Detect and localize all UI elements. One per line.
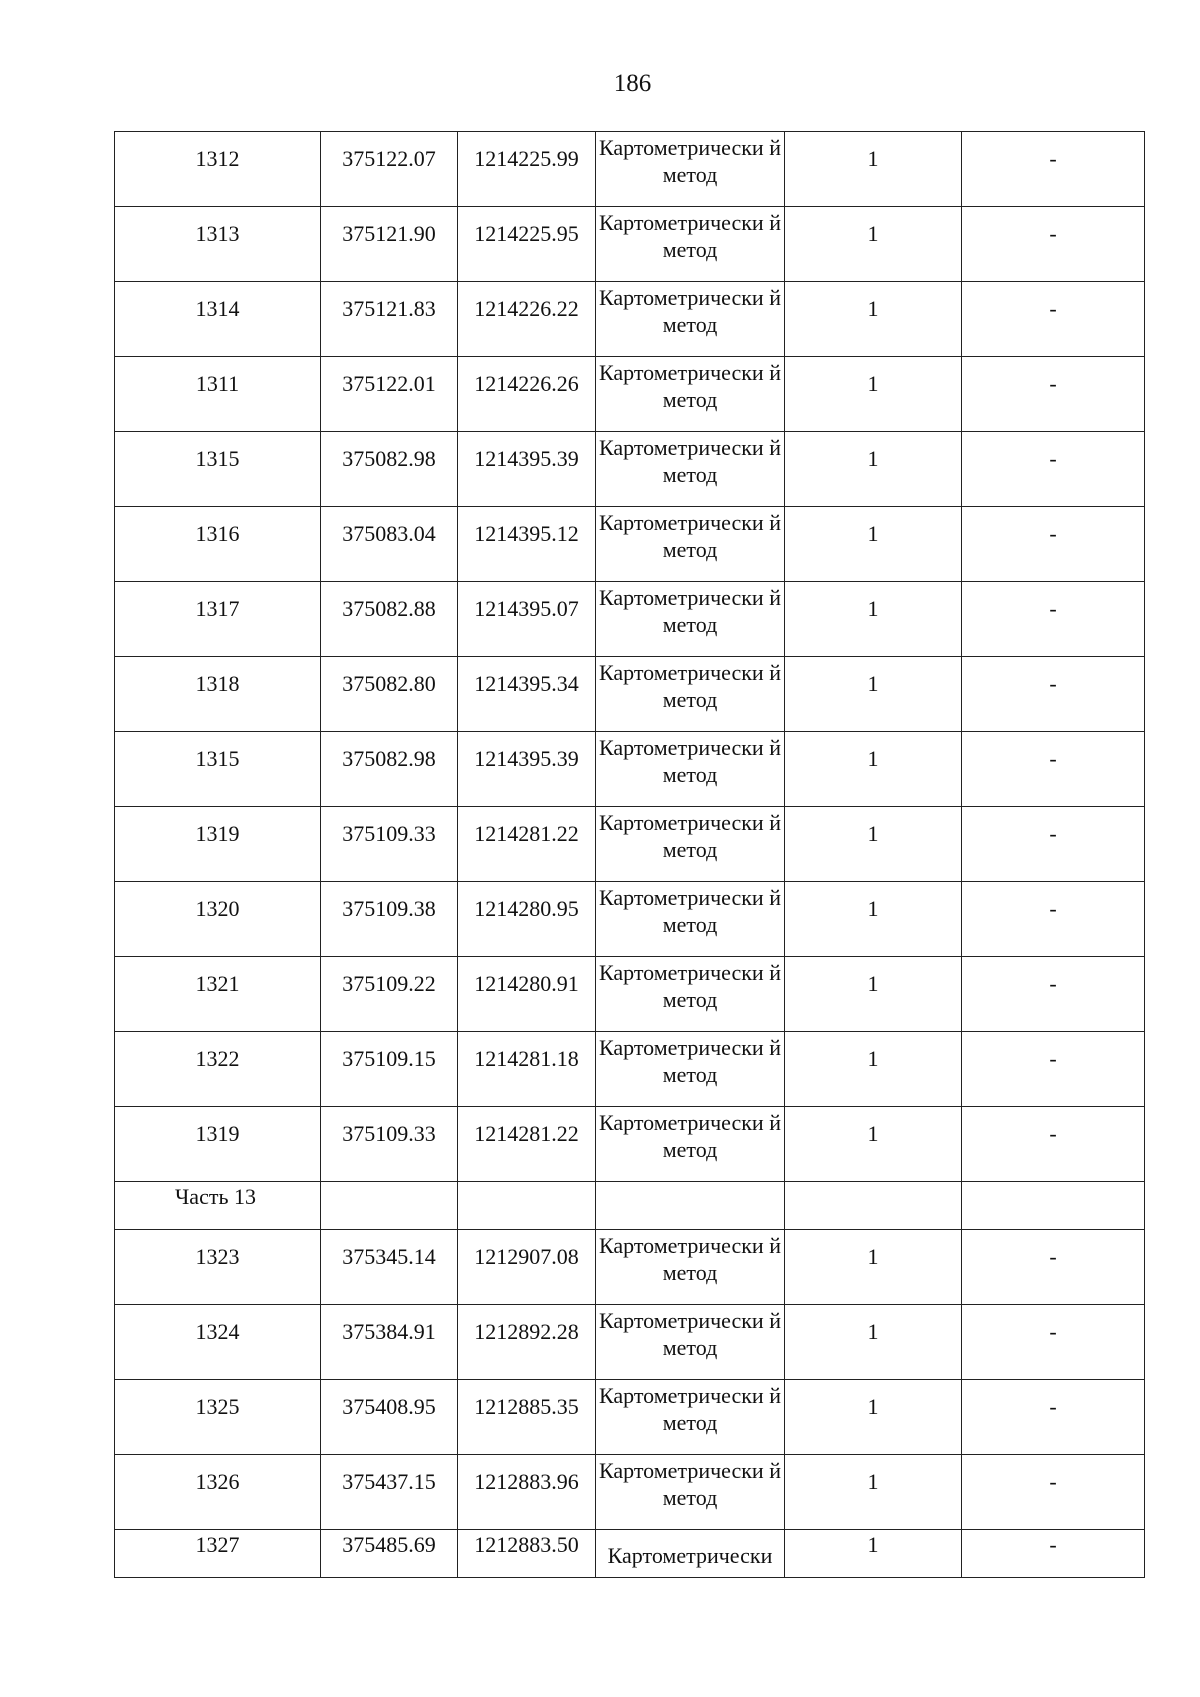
y-coordinate-cell-text: 1214281.22 bbox=[474, 1121, 579, 1146]
table-row bbox=[115, 732, 1145, 807]
note-cell bbox=[962, 1107, 1145, 1182]
y-coordinate-cell-text: 1214280.91 bbox=[474, 971, 579, 996]
accuracy-cell bbox=[785, 1107, 962, 1182]
accuracy-cell bbox=[785, 132, 962, 207]
accuracy-cell bbox=[785, 1455, 962, 1530]
table-row bbox=[115, 207, 1145, 282]
point-number-cell bbox=[115, 1107, 321, 1182]
point-number-cell-text: 1319 bbox=[195, 1121, 240, 1146]
method-cell bbox=[596, 1107, 785, 1182]
point-number-cell-text: 1321 bbox=[195, 971, 240, 996]
table-row bbox=[115, 432, 1145, 507]
x-coordinate-cell-text: 375485.69 bbox=[342, 1532, 436, 1557]
method-cell-text: Картометрически й метод bbox=[599, 810, 781, 862]
method-cell-text: Картометрически й метод bbox=[599, 1458, 781, 1510]
note-cell-text: - bbox=[1049, 821, 1057, 846]
accuracy-cell-text: 1 bbox=[867, 1046, 879, 1071]
method-cell-text: Картометрически bbox=[607, 1543, 773, 1568]
y-coordinate-cell bbox=[458, 507, 596, 582]
note-cell-text: - bbox=[1049, 1244, 1057, 1269]
note-cell bbox=[962, 1530, 1145, 1578]
table-row bbox=[115, 132, 1145, 207]
y-coordinate-cell-text: 1214225.99 bbox=[474, 146, 579, 171]
y-coordinate-cell-text: 1214395.07 bbox=[474, 596, 579, 621]
x-coordinate-cell bbox=[321, 807, 458, 882]
method-cell-text: Картометрически й метод bbox=[599, 585, 781, 637]
x-coordinate-cell-text: 375082.88 bbox=[342, 596, 436, 621]
table-row bbox=[115, 957, 1145, 1032]
note-cell-text: - bbox=[1049, 521, 1057, 546]
method-cell-text: Картометрически й метод bbox=[599, 135, 781, 187]
x-coordinate-cell-text: 375109.38 bbox=[342, 896, 436, 921]
y-coordinate-cell bbox=[458, 1305, 596, 1380]
x-coordinate-cell bbox=[321, 282, 458, 357]
accuracy-cell bbox=[785, 657, 962, 732]
method-cell-text: Картометрически й метод bbox=[599, 1233, 781, 1285]
y-coordinate-cell bbox=[458, 657, 596, 732]
note-cell-text: - bbox=[1049, 146, 1057, 171]
y-coordinate-cell-text: 1212883.50 bbox=[474, 1532, 579, 1557]
point-number-cell-text: 1317 bbox=[195, 596, 240, 621]
point-number-cell bbox=[115, 1032, 321, 1107]
y-coordinate-cell bbox=[458, 957, 596, 1032]
point-number-cell-text: 1316 bbox=[195, 521, 240, 546]
accuracy-cell bbox=[785, 1305, 962, 1380]
accuracy-cell-text: 1 bbox=[867, 446, 879, 471]
note-cell bbox=[962, 657, 1145, 732]
point-number-cell-text: 1311 bbox=[195, 371, 240, 396]
table-row bbox=[115, 582, 1145, 657]
table-row bbox=[115, 507, 1145, 582]
table-row bbox=[115, 1305, 1145, 1380]
y-coordinate-cell bbox=[458, 207, 596, 282]
note-cell bbox=[962, 807, 1145, 882]
accuracy-cell bbox=[785, 582, 962, 657]
accuracy-cell-text: 1 bbox=[867, 296, 879, 321]
note-cell bbox=[962, 1305, 1145, 1380]
y-coordinate-cell-text: 1214280.95 bbox=[474, 896, 579, 921]
note-cell-text: - bbox=[1049, 596, 1057, 621]
accuracy-cell-text: 1 bbox=[867, 821, 879, 846]
x-coordinate-cell-text: 375121.90 bbox=[342, 221, 436, 246]
table-row bbox=[115, 1107, 1145, 1182]
y-coordinate-cell bbox=[458, 1530, 596, 1578]
empty-cell bbox=[458, 1182, 596, 1230]
method-cell-text: Картометрически й метод bbox=[599, 210, 781, 262]
y-coordinate-cell bbox=[458, 1230, 596, 1305]
y-coordinate-cell bbox=[458, 1380, 596, 1455]
x-coordinate-cell-text: 375345.14 bbox=[342, 1244, 436, 1269]
note-cell-text: - bbox=[1049, 1394, 1057, 1419]
x-coordinate-cell-text: 375082.98 bbox=[342, 746, 436, 771]
method-cell bbox=[596, 657, 785, 732]
empty-cell bbox=[321, 1182, 458, 1230]
y-coordinate-cell bbox=[458, 732, 596, 807]
x-coordinate-cell bbox=[321, 1032, 458, 1107]
x-coordinate-cell bbox=[321, 657, 458, 732]
note-cell bbox=[962, 507, 1145, 582]
y-coordinate-cell bbox=[458, 357, 596, 432]
point-number-cell-text: 1327 bbox=[195, 1532, 240, 1557]
note-cell-text: - bbox=[1049, 296, 1057, 321]
accuracy-cell-text: 1 bbox=[867, 971, 879, 996]
y-coordinate-cell-text: 1214395.34 bbox=[474, 671, 579, 696]
accuracy-cell bbox=[785, 1380, 962, 1455]
x-coordinate-cell-text: 375122.01 bbox=[342, 371, 436, 396]
note-cell bbox=[962, 732, 1145, 807]
point-number-cell bbox=[115, 132, 321, 207]
note-cell bbox=[962, 957, 1145, 1032]
note-cell bbox=[962, 1230, 1145, 1305]
point-number-cell bbox=[115, 957, 321, 1032]
point-number-cell bbox=[115, 657, 321, 732]
note-cell-text: - bbox=[1049, 371, 1057, 396]
accuracy-cell bbox=[785, 1230, 962, 1305]
y-coordinate-cell-text: 1214225.95 bbox=[474, 221, 579, 246]
accuracy-cell-text: 1 bbox=[867, 1394, 879, 1419]
x-coordinate-cell-text: 375121.83 bbox=[342, 296, 436, 321]
x-coordinate-cell-text: 375082.98 bbox=[342, 446, 436, 471]
note-cell bbox=[962, 132, 1145, 207]
point-number-cell-text: 1315 bbox=[195, 446, 240, 471]
accuracy-cell bbox=[785, 357, 962, 432]
table-row bbox=[115, 807, 1145, 882]
method-cell-text: Картометрически й метод bbox=[599, 1308, 781, 1360]
empty-cell bbox=[596, 1182, 785, 1230]
note-cell-text: - bbox=[1049, 1532, 1057, 1557]
y-coordinate-cell-text: 1214226.22 bbox=[474, 296, 579, 321]
point-number-cell-text: 1323 bbox=[195, 1244, 240, 1269]
note-cell-text: - bbox=[1049, 1319, 1057, 1344]
accuracy-cell bbox=[785, 282, 962, 357]
table-row bbox=[115, 1455, 1145, 1530]
method-cell bbox=[596, 1380, 785, 1455]
note-cell-text: - bbox=[1049, 671, 1057, 696]
note-cell bbox=[962, 282, 1145, 357]
point-number-cell bbox=[115, 582, 321, 657]
table-row bbox=[115, 1530, 1145, 1578]
method-cell-text: Картометрически й метод bbox=[599, 1383, 781, 1435]
point-number-cell bbox=[115, 1230, 321, 1305]
accuracy-cell bbox=[785, 1032, 962, 1107]
note-cell bbox=[962, 1032, 1145, 1107]
method-cell-text: Картометрически й метод bbox=[599, 660, 781, 712]
accuracy-cell bbox=[785, 432, 962, 507]
section-cell bbox=[115, 1182, 321, 1230]
method-cell bbox=[596, 957, 785, 1032]
x-coordinate-cell bbox=[321, 1380, 458, 1455]
y-coordinate-cell bbox=[458, 582, 596, 657]
section-label: Часть 13 bbox=[175, 1184, 256, 1209]
point-number-cell bbox=[115, 882, 321, 957]
method-cell bbox=[596, 432, 785, 507]
y-coordinate-cell-text: 1212892.28 bbox=[474, 1319, 579, 1344]
point-number-cell bbox=[115, 1380, 321, 1455]
y-coordinate-cell-text: 1212907.08 bbox=[474, 1244, 579, 1269]
accuracy-cell bbox=[785, 882, 962, 957]
x-coordinate-cell bbox=[321, 207, 458, 282]
method-cell bbox=[596, 732, 785, 807]
x-coordinate-cell bbox=[321, 357, 458, 432]
x-coordinate-cell bbox=[321, 582, 458, 657]
method-cell bbox=[596, 1230, 785, 1305]
accuracy-cell bbox=[785, 807, 962, 882]
method-cell-text: Картометрически й метод bbox=[599, 1035, 781, 1087]
x-coordinate-cell-text: 375109.33 bbox=[342, 1121, 436, 1146]
accuracy-cell-text: 1 bbox=[867, 371, 879, 396]
method-cell-text: Картометрически й метод bbox=[599, 735, 781, 787]
method-cell bbox=[596, 882, 785, 957]
method-cell-text: Картометрически й метод bbox=[599, 360, 781, 412]
method-cell bbox=[596, 1455, 785, 1530]
point-number-cell-text: 1325 bbox=[195, 1394, 240, 1419]
note-cell bbox=[962, 582, 1145, 657]
y-coordinate-cell bbox=[458, 882, 596, 957]
page-number: 186 bbox=[613, 70, 652, 97]
accuracy-cell-text: 1 bbox=[867, 1244, 879, 1269]
y-coordinate-cell bbox=[458, 432, 596, 507]
accuracy-cell-text: 1 bbox=[867, 1469, 879, 1494]
point-number-cell bbox=[115, 1305, 321, 1380]
point-number-cell bbox=[115, 1455, 321, 1530]
point-number-cell-text: 1314 bbox=[195, 296, 240, 321]
accuracy-cell-text: 1 bbox=[867, 221, 879, 246]
accuracy-cell-text: 1 bbox=[867, 746, 879, 771]
y-coordinate-cell bbox=[458, 1032, 596, 1107]
x-coordinate-cell-text: 375437.15 bbox=[342, 1469, 436, 1494]
method-cell-text: Картометрически й метод bbox=[599, 1110, 781, 1162]
note-cell bbox=[962, 432, 1145, 507]
note-cell-text: - bbox=[1049, 1046, 1057, 1071]
empty-cell bbox=[785, 1182, 962, 1230]
accuracy-cell-text: 1 bbox=[867, 1121, 879, 1146]
point-number-cell-text: 1320 bbox=[195, 896, 240, 921]
point-number-cell-text: 1319 bbox=[195, 821, 240, 846]
note-cell bbox=[962, 1380, 1145, 1455]
table-row bbox=[115, 882, 1145, 957]
note-cell bbox=[962, 207, 1145, 282]
note-cell bbox=[962, 357, 1145, 432]
accuracy-cell bbox=[785, 1530, 962, 1578]
y-coordinate-cell-text: 1212885.35 bbox=[474, 1394, 579, 1419]
point-number-cell-text: 1312 bbox=[195, 146, 240, 171]
y-coordinate-cell bbox=[458, 282, 596, 357]
y-coordinate-cell-text: 1214395.39 bbox=[474, 746, 579, 771]
y-coordinate-cell bbox=[458, 1455, 596, 1530]
x-coordinate-cell bbox=[321, 507, 458, 582]
method-cell bbox=[596, 1032, 785, 1107]
method-cell bbox=[596, 207, 785, 282]
point-number-cell bbox=[115, 807, 321, 882]
point-number-cell bbox=[115, 732, 321, 807]
method-cell-text: Картометрически й метод bbox=[599, 510, 781, 562]
method-cell-text: Картометрически й метод bbox=[599, 435, 781, 487]
point-number-cell bbox=[115, 357, 321, 432]
x-coordinate-cell bbox=[321, 432, 458, 507]
note-cell-text: - bbox=[1049, 1469, 1057, 1494]
point-number-cell-text: 1324 bbox=[195, 1319, 240, 1344]
y-coordinate-cell-text: 1212883.96 bbox=[474, 1469, 579, 1494]
y-coordinate-cell bbox=[458, 132, 596, 207]
method-cell bbox=[596, 807, 785, 882]
y-coordinate-cell-text: 1214226.26 bbox=[474, 371, 579, 396]
x-coordinate-cell bbox=[321, 1455, 458, 1530]
table-row bbox=[115, 1380, 1145, 1455]
accuracy-cell-text: 1 bbox=[867, 1319, 879, 1344]
point-number-cell-text: 1322 bbox=[195, 1046, 240, 1071]
method-cell-text: Картометрически й метод bbox=[599, 285, 781, 337]
y-coordinate-cell bbox=[458, 807, 596, 882]
note-cell-text: - bbox=[1049, 221, 1057, 246]
accuracy-cell bbox=[785, 732, 962, 807]
point-number-cell-text: 1315 bbox=[195, 746, 240, 771]
point-number-cell-text: 1313 bbox=[195, 221, 240, 246]
x-coordinate-cell-text: 375408.95 bbox=[342, 1394, 436, 1419]
x-coordinate-cell bbox=[321, 132, 458, 207]
table-row bbox=[115, 1032, 1145, 1107]
accuracy-cell-text: 1 bbox=[867, 1532, 879, 1557]
x-coordinate-cell-text: 375083.04 bbox=[342, 521, 436, 546]
method-cell bbox=[596, 357, 785, 432]
point-number-cell bbox=[115, 507, 321, 582]
method-cell bbox=[596, 582, 785, 657]
note-cell-text: - bbox=[1049, 1121, 1057, 1146]
method-cell bbox=[596, 1530, 785, 1578]
x-coordinate-cell-text: 375109.15 bbox=[342, 1046, 436, 1071]
table-row bbox=[115, 357, 1145, 432]
table-body bbox=[115, 132, 1145, 1578]
point-number-cell bbox=[115, 282, 321, 357]
coordinates-table bbox=[114, 131, 1145, 1578]
x-coordinate-cell bbox=[321, 1530, 458, 1578]
accuracy-cell bbox=[785, 957, 962, 1032]
method-cell-text: Картометрически й метод bbox=[599, 885, 781, 937]
accuracy-cell bbox=[785, 207, 962, 282]
y-coordinate-cell-text: 1214281.22 bbox=[474, 821, 579, 846]
accuracy-cell bbox=[785, 507, 962, 582]
x-coordinate-cell-text: 375109.22 bbox=[342, 971, 436, 996]
method-cell-text: Картометрически й метод bbox=[599, 960, 781, 1012]
method-cell bbox=[596, 1305, 785, 1380]
method-cell bbox=[596, 132, 785, 207]
point-number-cell bbox=[115, 207, 321, 282]
note-cell-text: - bbox=[1049, 971, 1057, 996]
empty-cell bbox=[962, 1182, 1145, 1230]
point-number-cell-text: 1318 bbox=[195, 671, 240, 696]
x-coordinate-cell bbox=[321, 1230, 458, 1305]
accuracy-cell-text: 1 bbox=[867, 671, 879, 696]
note-cell-text: - bbox=[1049, 446, 1057, 471]
point-number-cell bbox=[115, 1530, 321, 1578]
table-row bbox=[115, 282, 1145, 357]
x-coordinate-cell-text: 375109.33 bbox=[342, 821, 436, 846]
note-cell-text: - bbox=[1049, 896, 1057, 921]
y-coordinate-cell-text: 1214281.18 bbox=[474, 1046, 579, 1071]
y-coordinate-cell bbox=[458, 1107, 596, 1182]
x-coordinate-cell bbox=[321, 1107, 458, 1182]
y-coordinate-cell-text: 1214395.39 bbox=[474, 446, 579, 471]
x-coordinate-cell bbox=[321, 732, 458, 807]
accuracy-cell-text: 1 bbox=[867, 146, 879, 171]
section-row bbox=[115, 1182, 1145, 1230]
note-cell-text: - bbox=[1049, 746, 1057, 771]
method-cell bbox=[596, 507, 785, 582]
x-coordinate-cell bbox=[321, 1305, 458, 1380]
accuracy-cell-text: 1 bbox=[867, 521, 879, 546]
x-coordinate-cell bbox=[321, 957, 458, 1032]
table-row bbox=[115, 1230, 1145, 1305]
note-cell bbox=[962, 1455, 1145, 1530]
method-cell bbox=[596, 282, 785, 357]
x-coordinate-cell-text: 375082.80 bbox=[342, 671, 436, 696]
note-cell bbox=[962, 882, 1145, 957]
accuracy-cell-text: 1 bbox=[867, 896, 879, 921]
x-coordinate-cell-text: 375122.07 bbox=[342, 146, 436, 171]
point-number-cell bbox=[115, 432, 321, 507]
x-coordinate-cell bbox=[321, 882, 458, 957]
table-row bbox=[115, 657, 1145, 732]
y-coordinate-cell-text: 1214395.12 bbox=[474, 521, 579, 546]
point-number-cell-text: 1326 bbox=[195, 1469, 240, 1494]
x-coordinate-cell-text: 375384.91 bbox=[342, 1319, 436, 1344]
accuracy-cell-text: 1 bbox=[867, 596, 879, 621]
